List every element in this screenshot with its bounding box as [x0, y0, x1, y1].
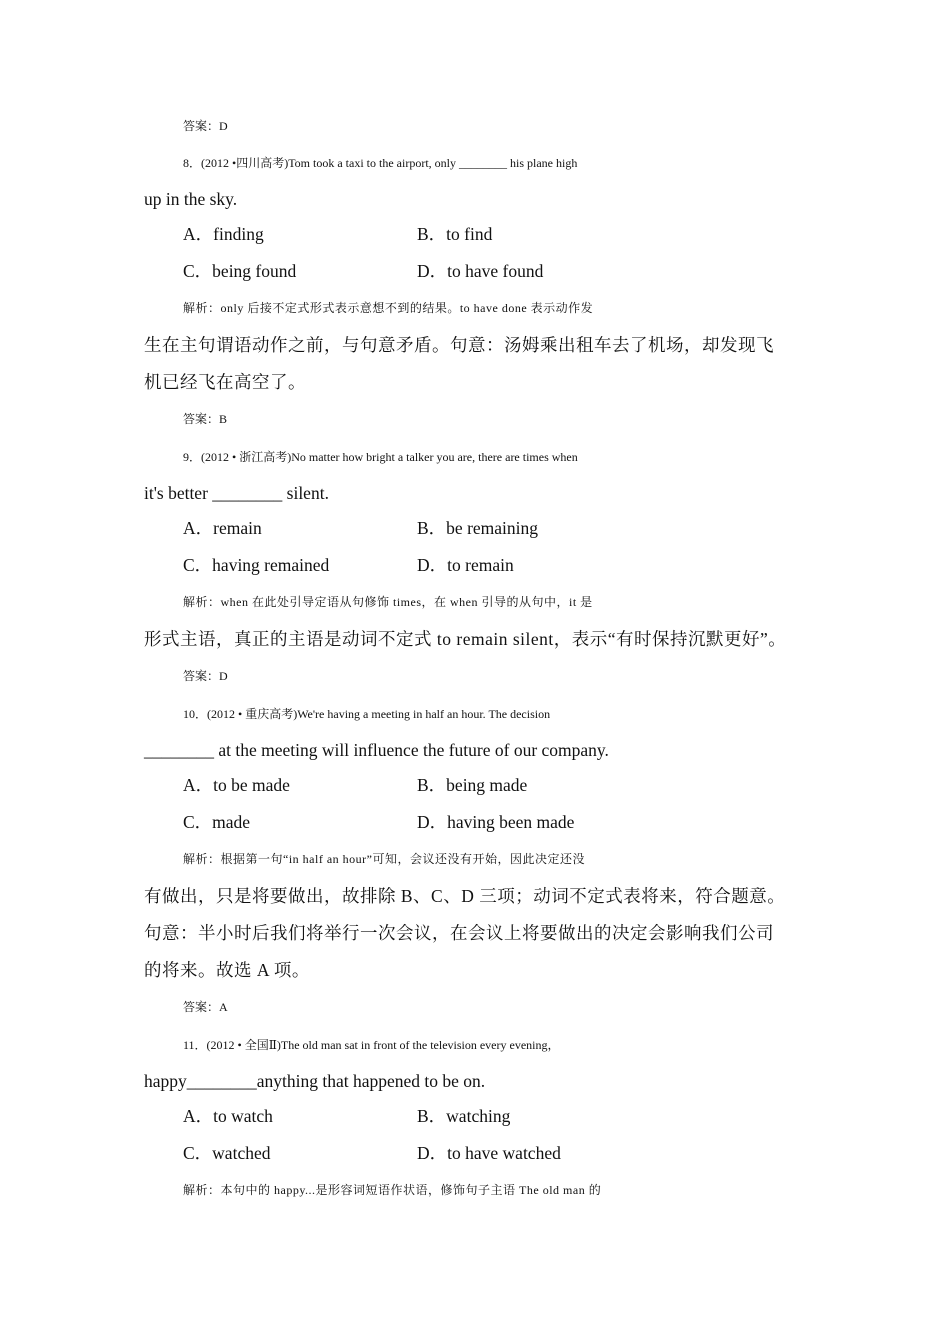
- question-11-option-c: C．watched: [183, 1143, 271, 1163]
- question-8-stem: 8．(2012 •四川高考)Tom took a taxi to the airport, only ________ his plane high: [183, 156, 578, 170]
- question-9-stem: 9．(2012 • 浙江高考)No matter how bright a talker you are, there are times when: [183, 450, 578, 464]
- question-10-explanation-cont: 有做出，只是将要做出，故排除 B、C、D 三项；动词不定式表将来，符合题意。: [144, 886, 786, 906]
- question-10-stem: 10．(2012 • 重庆高考)We're having a meeting in half an hour. The decision: [183, 707, 551, 721]
- question-8-explanation: 解析：only 后接不定式形式表示意想不到的结果。to have done 表示动作发: [183, 301, 594, 315]
- question-10-explanation-cont: 的将来。故选 A 项。: [144, 960, 310, 980]
- question-9-stem-cont: it's better ________ silent.: [144, 483, 329, 503]
- question-10-explanation-cont: 句意：半小时后我们将举行一次会议，在会议上将要做出的决定会影响我们公司: [144, 923, 774, 943]
- question-8-option-b: B．to find: [417, 224, 493, 244]
- question-11-explanation: 解析：本句中的 happy...是形容词短语作状语，修饰句子主语 The old man 的: [183, 1183, 602, 1197]
- question-8-option-c: C．being found: [183, 261, 297, 281]
- question-10-explanation: 解析：根据第一句“in half an hour”可知，会议还没有开始，因此决定还没: [183, 852, 585, 866]
- question-10-option-d: D．having been made: [417, 812, 575, 832]
- question-8-explanation-cont: 生在主句谓语动作之前，与句意矛盾。句意：汤姆乘出租车去了机场，却发现飞: [144, 335, 774, 355]
- question-11-stem: 11．(2012 • 全国Ⅱ)The old man sat in front of the television every evening，: [183, 1038, 560, 1052]
- question-11-option-b: B．watching: [417, 1106, 511, 1126]
- question-8-option-a: A．finding: [183, 224, 264, 244]
- answer-line: 答案：D: [183, 119, 228, 133]
- question-11-stem-cont: happy________anything that happened to be on.: [144, 1071, 486, 1091]
- question-10-option-b: B．being made: [417, 775, 528, 795]
- question-9-option-c: C．having remained: [183, 555, 330, 575]
- question-9-option-d: D．to remain: [417, 555, 514, 575]
- question-10-option-c: C．made: [183, 812, 251, 832]
- question-9-answer: 答案：D: [183, 669, 228, 683]
- question-9-explanation-cont: 形式主语，真正的主语是动词不定式 to remain silent，表示“有时保持沉默更好”。: [144, 629, 787, 649]
- question-8-stem-cont: up in the sky.: [144, 189, 238, 209]
- question-9-explanation: 解析：when 在此处引导定语从句修饰 times，在 when 引导的从句中，it 是: [183, 595, 593, 609]
- question-8-answer: 答案：B: [183, 412, 228, 426]
- question-10-option-a: A．to be made: [183, 775, 290, 795]
- question-8-option-d: D．to have found: [417, 261, 544, 281]
- question-10-stem-cont: ________ at the meeting will influence the future of our company.: [144, 740, 609, 760]
- question-9-option-b: B．be remaining: [417, 518, 539, 538]
- question-11-option-d: D．to have watched: [417, 1143, 561, 1163]
- question-8-explanation-cont: 机已经飞在高空了。: [144, 372, 306, 392]
- question-11-option-a: A．to watch: [183, 1106, 273, 1126]
- question-9-option-a: A．remain: [183, 518, 262, 538]
- question-10-answer: 答案：A: [183, 1000, 228, 1014]
